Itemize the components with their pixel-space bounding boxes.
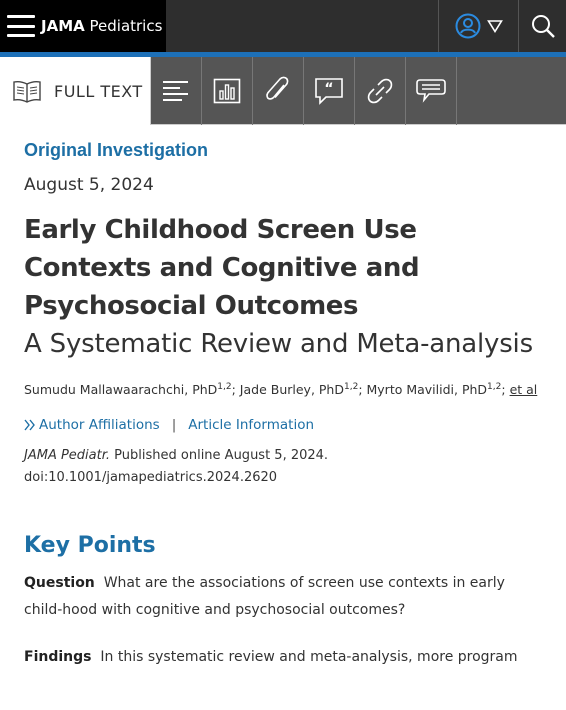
svg-text:“: “ xyxy=(324,81,334,97)
key-points-heading: Key Points xyxy=(24,533,156,559)
author-affiliation-ref: 1,2 xyxy=(343,382,359,392)
user-menu-button[interactable] xyxy=(438,0,518,52)
publication-date: August 5, 2024 xyxy=(24,175,154,195)
comment-icon xyxy=(415,78,447,104)
author-name[interactable]: Jade Burley, PhD xyxy=(239,382,344,398)
link-separator: | xyxy=(171,417,177,434)
outline-icon xyxy=(162,80,190,102)
article-header xyxy=(24,126,544,671)
article-toolbar xyxy=(0,57,566,125)
article-subtitle: A Systematic Review and Meta-analysis xyxy=(24,329,533,359)
author-name[interactable]: Myrto Mavilidi, PhD xyxy=(366,382,488,398)
book-icon xyxy=(12,79,42,103)
question-text: What are the associations of screen use contexts in early child-hood with cognitive and psychosocial outcomes? xyxy=(24,575,505,619)
link-icon xyxy=(365,76,395,106)
journal-logo[interactable]: JAMA Pediatrics xyxy=(41,17,163,35)
permissions-link-button[interactable] xyxy=(355,57,406,125)
full-text-tab[interactable] xyxy=(0,57,151,125)
key-points-question xyxy=(24,570,540,624)
findings-label: Findings xyxy=(24,649,92,666)
article-information-link[interactable]: Article Information xyxy=(188,417,315,434)
author-list: Sumudu Mallawaarachchi, PhD$^{1,2}$; Jade Burley, PhD$^{1,2}$; Myrto Mavilidi, PhD$^{1,2}$; et al xyxy=(24,382,538,398)
published-online: Published online August 5, 2024. xyxy=(114,448,329,464)
author-name[interactable]: Sumudu Mallawaarachchi, PhD xyxy=(24,382,218,398)
author-affiliation-ref: 1,2 xyxy=(487,382,502,392)
citation xyxy=(24,445,544,489)
chevron-right-icon xyxy=(24,419,36,431)
menu-icon[interactable] xyxy=(7,15,35,37)
article-meta-links xyxy=(24,417,544,433)
cite-button[interactable] xyxy=(304,57,355,125)
outline-button[interactable] xyxy=(151,57,202,125)
attachment-icon xyxy=(264,76,292,106)
comments-button[interactable] xyxy=(406,57,457,125)
toolbar-spacer xyxy=(457,57,566,124)
et-al-link[interactable]: et al xyxy=(509,382,538,398)
key-points-findings xyxy=(24,644,540,671)
article-type[interactable]: Original Investigation xyxy=(24,140,209,160)
search-button[interactable] xyxy=(518,0,566,52)
supplements-button[interactable] xyxy=(253,57,304,125)
question-label: Question xyxy=(24,575,95,592)
journal-abbrev: JAMA Pediatr. xyxy=(24,448,111,464)
article-title: Early Childhood Screen Use Contexts and Cognitive and Psychosocial Outcomes xyxy=(24,215,420,321)
cite-icon xyxy=(314,77,344,105)
full-text-label: FULL TEXT xyxy=(54,81,143,101)
brand-block xyxy=(0,0,166,52)
findings-text: In this systematic review and meta-analysis, more program xyxy=(100,649,518,666)
top-bar xyxy=(0,0,566,52)
doi[interactable]: doi:10.1001/jamapediatrics.2024.2620 xyxy=(24,470,278,486)
figures-button[interactable] xyxy=(202,57,253,125)
dropdown-triangle-icon xyxy=(487,19,503,33)
top-bar-spacer xyxy=(166,0,438,52)
author-affiliations-link[interactable]: Author Affiliations xyxy=(39,417,160,434)
figures-icon xyxy=(213,78,241,104)
user-icon xyxy=(455,13,481,39)
search-icon xyxy=(530,13,556,39)
author-affiliation-ref: 1,2 xyxy=(217,382,232,392)
